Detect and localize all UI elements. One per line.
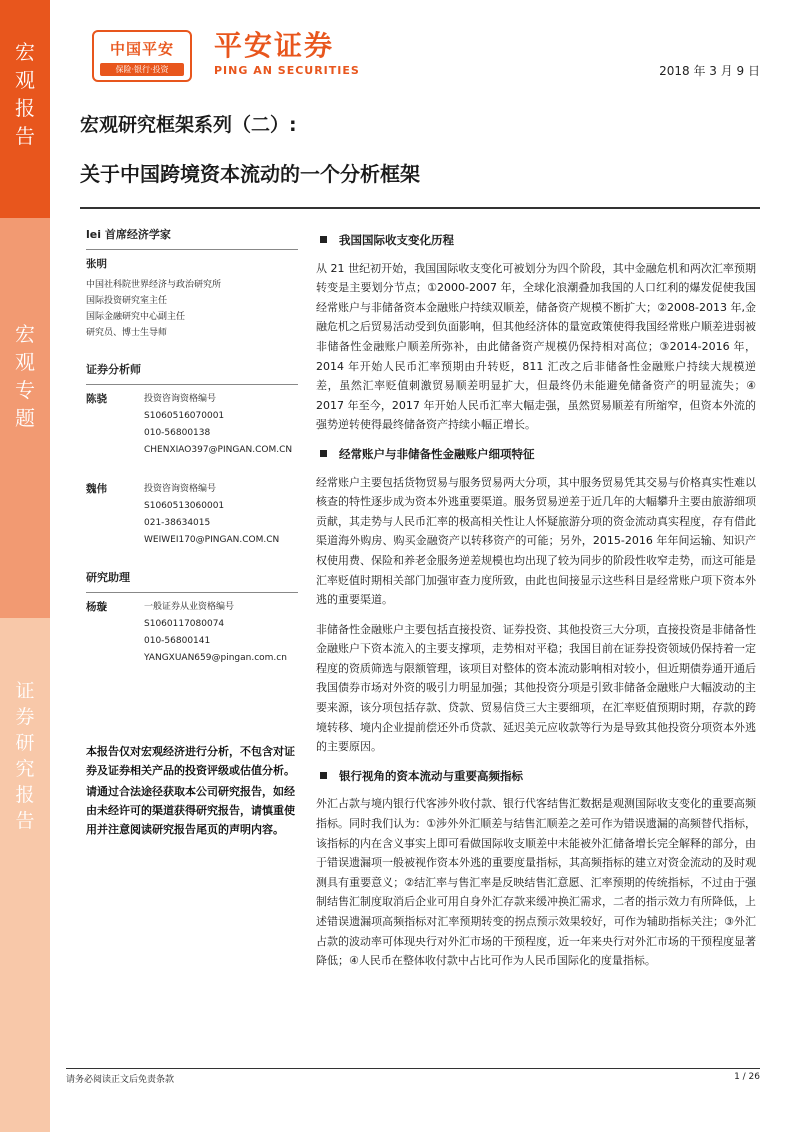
author-column bbox=[86, 226, 298, 667]
chief-affiliations bbox=[86, 277, 298, 341]
sidebar-char: 观 bbox=[15, 68, 35, 92]
affiliation-line: 研究员、博士生导师 bbox=[86, 328, 168, 338]
sidebar-band-report bbox=[0, 0, 50, 218]
assistant-email[interactable]: YANGXUAN659@pingan.com.cn bbox=[144, 653, 287, 663]
section-heading-text: 经常账户与非储备性金融账户细项特征 bbox=[339, 446, 535, 461]
affiliation-line: 国际投资研究室主任 bbox=[86, 296, 168, 306]
chief-economist-name: 张明 bbox=[86, 258, 107, 270]
assistant-label: 研究助理 bbox=[86, 571, 130, 584]
analyst-name: 陈骁 bbox=[86, 393, 107, 405]
sidebar-char: 题 bbox=[15, 406, 35, 430]
report-main-title: 关于中国跨境资本流动的一个分析框架 bbox=[80, 162, 420, 186]
square-bullet-icon bbox=[320, 236, 327, 243]
logo-ping-an-text: 中国平安 bbox=[109, 40, 174, 58]
analyst-entry bbox=[86, 481, 298, 549]
disclaimer-scope: 本报告仅对宏观经济进行分析，不包含对证券及证券相关产品的投资评级或估值分析。 bbox=[86, 745, 295, 777]
section-heading-text: 我国国际收支变化历程 bbox=[339, 233, 454, 247]
sidebar-label-research bbox=[0, 678, 50, 834]
sidebar-char: 券 bbox=[15, 706, 35, 728]
sidebar-char: 宏 bbox=[15, 322, 35, 346]
report-series-title: 宏观研究框架系列（二）: bbox=[80, 114, 297, 136]
analyst-phone: 021-38634015 bbox=[144, 518, 211, 528]
ping-an-group-logo bbox=[92, 30, 192, 82]
section-paragraph: 经常账户主要包括货物贸易与服务贸易两大分项，其中服务贸易凭其交易与价格真实性难以核查的特性逐步成为资本外逃重要渠道。服务贸易逆差于近几年的大幅攀升主要由旅游细项贡献，其走势与人民币汇率的极高相关性让人怀疑旅游分项的资金流动真实程度，存有借此渠道海外购房、购买金融资产以转移资产的可能；另外，2015-2016 年年间运输、知识产权使用费、保险和养老金服务逆差规模也均出现了较为同步的阶段性收窄走势，而这可能是汇率贬值时期相关部门加强审查力度所致，由此也间接显示这些科目是经常账户项下资本外逃的重要渠道。 bbox=[316, 475, 756, 607]
divider bbox=[86, 384, 298, 385]
assistant-phone: 010-56800141 bbox=[144, 636, 211, 646]
section-heading bbox=[316, 231, 756, 251]
divider bbox=[86, 592, 298, 593]
section-heading-text: 银行视角的资本流动与重要高频指标 bbox=[339, 768, 523, 783]
sidebar-char: 专 bbox=[15, 378, 35, 402]
sidebar-char: 研 bbox=[15, 732, 35, 754]
section-paragraph: 从 21 世纪初开始，我国国际收支变化可被划分为四个阶段，其中金融危机和两次汇率预期转变是主要划分节点；①2000-2007 年，全球化浪潮叠加我国的人口红利的爆发促使我国经常账户与非储备资本金融账户持续双顺差，储备资产规模不断扩大；②2008-2013 年,金融危机之后贸易活动受到负面影响，但其他经济体的量宽政策使得我国经常账户顺差进弱被非储备性金融账户顺差所弥补，由此储备资产规模仍保持相对高位；③2014-2016 年，2014 年开始人民币汇率预期由升转贬，811 汇改之后非储备性金融账户持续大规模逆差，虽然汇率贬值刺激贸易顺差明显扩大，但最终仍未能避免储备资产的明显流失；④ 2017 年至今，2017 年开始人民币汇率大幅走强，虽然贸易顺差有所缩窄，但资本外流的强势逆转使得最终储备资产持续小幅正增长。 bbox=[316, 261, 756, 432]
disclaimer-usage: 请通过合法途径获取本公司研究报告，如经由未经许可的渠道获得研究报告，请慎重使用并注意阅读研究报告尾页的声明内容。 bbox=[86, 785, 295, 836]
summary-column bbox=[316, 231, 756, 981]
analyst-cert-no: S1060516070001 bbox=[144, 411, 225, 421]
disclaimer-block bbox=[86, 742, 298, 841]
section-paragraph: 非储备性金融账户主要包括直接投资、证券投资、其他投资三大分项，直接投资是非储备性金融账户下资本流入的主要支撑项，走势相对平稳；我国目前在证券投资领域仍保持着一定程度的资质筛选与限额管理，该项目对整体的资本流动影响相对较小，但近期债券通开通后我国债券市场对外资的吸引力明显加强；其他投资分项是引致非储备金融账户大幅波动的主要来源，该分项包括存款、贷款、贸易信贷三大主要细项，在汇率贬值预期时期，存款的跨境转移、境内企业提前偿还外币贷款、延迟美元应收款等行为是导致其他投资分项资本外逃的主要原因。 bbox=[316, 622, 756, 754]
sidebar-char: 告 bbox=[15, 124, 35, 148]
sidebar-char: 观 bbox=[15, 350, 35, 374]
analyst-entry bbox=[86, 391, 298, 459]
section-paragraph: 外汇占款与境内银行代客涉外收付款、银行代客结售汇数据是观测国际收支变化的重要高频指标。同时我们认为：①涉外外汇顺差与结售汇顺差之差可作为错误遗漏的高频替代指标，该指标的内在含义事实上即可看做国际收支顺差中未能被外汇储备增长完全解释的部分，由于错误遗漏项一般被视作资本外逃的重要度量指标，其高频指标的建立对资金流动的及时观测具有重要意义；②结汇率与售汇率是反映结售汇意愿、汇率预期的传统指标，不过由于强制结售汇制度取消后企业可用自身外汇存款来缓冲换汇需求，二者的指示效力有所降低，上述错误遗漏项高频指标对汇率预期转变的拐点预示效果较好，可作为辅助指标关注；③外汇占款的波动率可体现央行对外汇市场的干预程度，近一年来央行对外汇市场的干预程度显著降低；④人民币在整体收付款中占比可作为人民币国际化的度量指标。 bbox=[316, 797, 756, 968]
analyst-cert-label: 投资咨询资格编号 bbox=[144, 394, 217, 404]
affiliation-line: 中国社科院世界经济与政治研究所 bbox=[86, 280, 222, 290]
sidebar-char: 报 bbox=[15, 784, 35, 806]
logo-securities-cn: 平安证券 bbox=[214, 29, 335, 62]
analyst-cert-no: S1060513060001 bbox=[144, 501, 225, 511]
footer-divider bbox=[66, 1068, 760, 1069]
sidebar-char: 究 bbox=[15, 758, 35, 780]
affiliation-line: 国际金融研究中心副主任 bbox=[86, 312, 186, 322]
assistant-cert-label: 一般证券从业资格编号 bbox=[144, 602, 235, 612]
sidebar-char: 告 bbox=[15, 810, 35, 832]
analyst-email[interactable]: CHENXIAO397@PINGAN.COM.CN bbox=[144, 445, 293, 455]
analyst-cert-label: 投资咨询资格编号 bbox=[144, 484, 217, 494]
assistant-cert-no: S1060117080074 bbox=[144, 619, 225, 629]
section-heading bbox=[316, 767, 756, 787]
page-number: 1 / 26 bbox=[734, 1072, 760, 1082]
sidebar-band-topic bbox=[0, 218, 50, 618]
assistant-name: 杨璇 bbox=[86, 601, 107, 613]
analysts-label: 证券分析师 bbox=[86, 363, 141, 376]
sidebar-char: 报 bbox=[15, 96, 35, 120]
sidebar-band-research bbox=[0, 618, 50, 1132]
analyst-email[interactable]: WEIWEI170@PINGAN.COM.CN bbox=[144, 535, 280, 545]
title-divider bbox=[80, 207, 760, 209]
sidebar-label-report bbox=[0, 38, 50, 150]
footer-note: 请务必阅读正文后免责条款 bbox=[66, 1075, 175, 1085]
square-bullet-icon bbox=[320, 450, 327, 457]
divider bbox=[86, 249, 298, 250]
sidebar-label-topic bbox=[0, 320, 50, 432]
report-date: 2018 年 3 月 9 日 bbox=[659, 64, 760, 78]
logo-securities-en: PING AN SECURITIES bbox=[214, 64, 360, 77]
square-bullet-icon bbox=[320, 772, 327, 779]
analyst-name: 魏伟 bbox=[86, 483, 107, 495]
analyst-phone: 010-56800138 bbox=[144, 428, 211, 438]
assistant-entry bbox=[86, 599, 298, 667]
sidebar-char: 证 bbox=[15, 680, 35, 702]
section-heading bbox=[316, 445, 756, 465]
ping-an-securities-logo bbox=[214, 30, 360, 77]
logo-ping-an-slogan: 保险·银行·投资 bbox=[100, 63, 184, 76]
chief-economist-label: lei 首席经济学家 bbox=[86, 228, 171, 241]
sidebar-char: 宏 bbox=[15, 40, 35, 64]
